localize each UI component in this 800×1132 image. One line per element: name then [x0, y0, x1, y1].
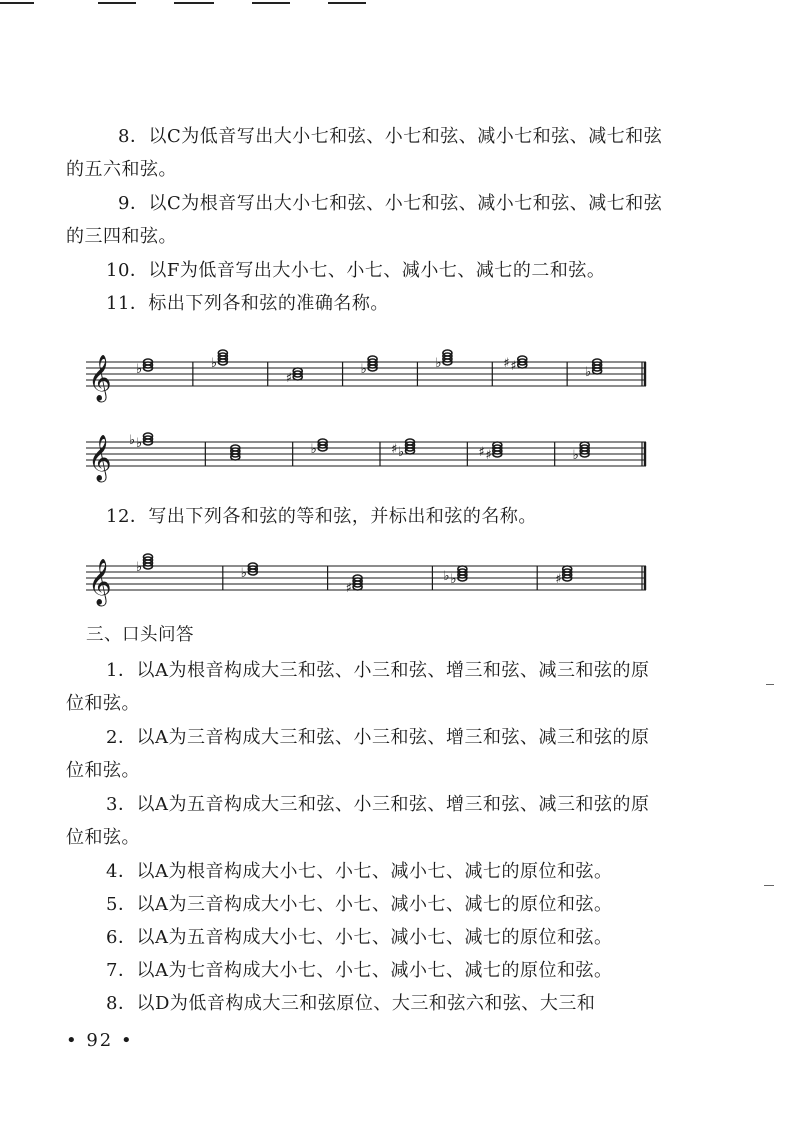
- flat-icon: ♭: [450, 572, 457, 587]
- exercise-12: 12．写出下列各和弦的等和弦，并标出和弦的名称。: [106, 506, 537, 527]
- treble-clef-icon: 𝄞: [88, 559, 112, 605]
- sharp-icon: ♯: [510, 359, 517, 374]
- flat-icon: ♭: [572, 448, 579, 463]
- flat-icon: ♭: [136, 362, 143, 377]
- treble-clef-icon: 𝄞: [88, 435, 112, 481]
- staff-q11-b: [86, 428, 646, 484]
- oral-question-5: 5．以A为三音构成大小七、小七、减小七、减七的原位和弦。: [106, 894, 613, 915]
- scan-mark: [766, 684, 774, 685]
- staff-q11-a: [86, 348, 646, 404]
- flat-icon: ♭: [435, 356, 442, 371]
- section-3-title: 三、口头问答: [86, 625, 194, 645]
- sharp-icon: ♯: [555, 572, 562, 587]
- sharp-icon: ♯: [503, 356, 510, 371]
- flat-icon: ♭: [310, 442, 317, 457]
- music-staff: [86, 348, 646, 404]
- flat-icon: ♭: [136, 560, 143, 575]
- flat-icon: ♭: [585, 365, 592, 380]
- top-header-rules: [0, 0, 800, 8]
- exercise-9: 9．以C为根音写出大小七和弦、小七和弦、减小七和弦、减七和弦的三四和弦。: [66, 193, 663, 247]
- sharp-icon: ♯: [345, 581, 352, 596]
- page-number: • 92 •: [66, 1030, 134, 1051]
- oral-question-7: 7．以A为七音构成大小七、小七、减小七、减七的原位和弦。: [106, 960, 613, 981]
- exercise-10: 10．以F为低音写出大小七、小七、减小七、减七的二和弦。: [106, 260, 606, 281]
- oral-question-8: 8．以D为低音构成大三和弦原位、大三和弦六和弦、大三和: [106, 993, 596, 1014]
- oral-question-3: 3．以A为五音构成大三和弦、小三和弦、增三和弦、减三和弦的原位和弦。: [66, 794, 650, 848]
- sharp-icon: ♯: [391, 442, 398, 457]
- top-rule: [174, 2, 214, 4]
- flat-icon: ♭: [136, 436, 143, 451]
- sharp-icon: ♯: [485, 448, 492, 463]
- flat-icon: ♭: [210, 356, 217, 371]
- sharp-icon: ♯: [478, 445, 485, 460]
- sharp-icon: ♯: [285, 371, 293, 386]
- exercise-8: 8．以C为低音写出大小七和弦、小七和弦、减小七和弦、减七和弦的五六和弦。: [66, 126, 663, 180]
- top-rule: [328, 2, 366, 4]
- flat-icon: ♭: [398, 445, 405, 460]
- staff-q12: [86, 552, 646, 608]
- top-rule: [0, 2, 34, 4]
- flat-icon: ♭: [240, 566, 247, 581]
- flat-icon: ♭: [129, 433, 136, 448]
- treble-clef-icon: 𝄞: [88, 355, 112, 401]
- music-staff: [86, 428, 646, 484]
- music-staff: [86, 552, 646, 608]
- top-rule: [98, 2, 136, 4]
- oral-question-6: 6．以A为五音构成大小七、小七、减小七、减七的原位和弦。: [106, 927, 613, 948]
- top-rule: [252, 2, 290, 4]
- oral-question-1: 1．以A为根音构成大三和弦、小三和弦、增三和弦、减三和弦的原位和弦。: [66, 660, 650, 714]
- oral-question-4: 4．以A为根音构成大小七、小七、减小七、减七的原位和弦。: [106, 861, 613, 882]
- oral-question-2: 2．以A为三音构成大三和弦、小三和弦、增三和弦、减三和弦的原位和弦。: [66, 727, 650, 781]
- flat-icon: ♭: [360, 362, 367, 377]
- scan-mark: [764, 885, 774, 886]
- flat-icon: ♭: [443, 569, 450, 584]
- exercise-11: 11．标出下列各和弦的准确名称。: [106, 293, 389, 314]
